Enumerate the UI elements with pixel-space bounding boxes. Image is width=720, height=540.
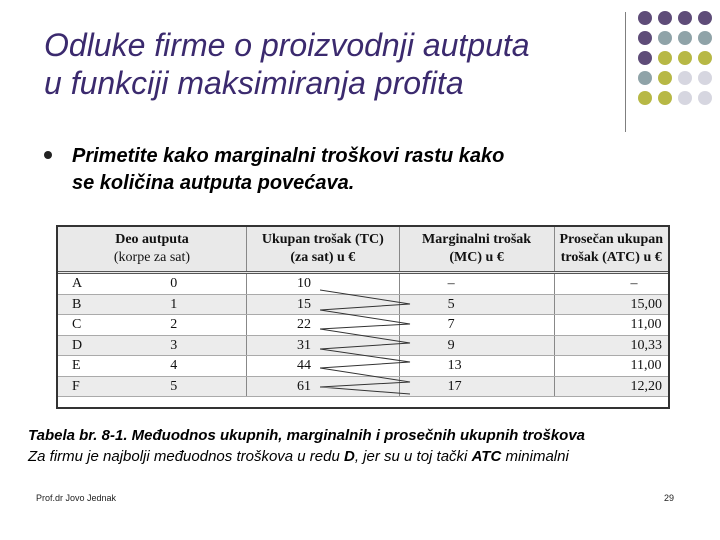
decorative-dot [698, 11, 712, 25]
title-line-2: u funkciji maksimiranja profita [44, 65, 464, 101]
marginal-cost-cell: 7 [399, 315, 554, 336]
header-marginal-cost: Marginalni trošak (MC) u € [399, 227, 554, 273]
decorative-dot [698, 91, 712, 105]
average-cost-cell: 11,00 [554, 315, 668, 336]
total-cost-cell: 10 [246, 273, 399, 295]
decorative-dot [678, 91, 692, 105]
average-cost-cell: 15,00 [554, 294, 668, 315]
bullet-line-1: Primetite kako marginalni troškovi rastu kako [72, 145, 505, 167]
output-cell: 0 [100, 273, 246, 295]
title-line-1: Odluke firme o proizvodnji autputa [44, 27, 530, 63]
average-cost-cell: – [554, 273, 668, 295]
marginal-cost-cell: 9 [399, 335, 554, 356]
total-cost-cell: 31 [246, 335, 399, 356]
decorative-dot [638, 71, 652, 85]
page-number: 29 [664, 493, 675, 503]
output-cell: 5 [100, 376, 246, 397]
header-output: Deo autputa (korpe za sat) [58, 227, 246, 273]
decorative-dot [698, 31, 712, 45]
output-cell: 4 [100, 356, 246, 377]
marginal-cost-cell: 17 [399, 376, 554, 397]
total-cost-cell: 15 [246, 294, 399, 315]
row-label-cell: C [58, 315, 100, 336]
output-cell: 3 [100, 335, 246, 356]
header-average-cost: Prosečan ukupan trošak (ATC) u € [554, 227, 668, 273]
slide-title [44, 26, 624, 102]
decorative-dot [678, 51, 692, 65]
decorative-dot [638, 31, 652, 45]
row-label-cell: A [58, 273, 100, 295]
output-cell: 2 [100, 315, 246, 336]
divider-line [625, 12, 626, 132]
conclusion-note: Za firmu je najbolji međuodnos troškova u redu D, jer su u toj tački ATC minimalni [28, 448, 569, 465]
table-header-row [58, 227, 668, 273]
decorative-dot [638, 91, 652, 105]
total-cost-cell: 44 [246, 356, 399, 377]
average-cost-cell: 12,20 [554, 376, 668, 397]
output-cell: 1 [100, 294, 246, 315]
average-cost-cell: 10,33 [554, 335, 668, 356]
decorative-dot [678, 71, 692, 85]
marginal-cost-cell: 13 [399, 356, 554, 377]
decorative-dot [658, 71, 672, 85]
marginal-cost-cell: 5 [399, 294, 554, 315]
marginal-cost-cell: – [399, 273, 554, 295]
decorative-dot [678, 31, 692, 45]
footer-author: Prof.dr Jovo Jednak [36, 493, 117, 503]
decorative-dot [698, 71, 712, 85]
decorative-dot [658, 11, 672, 25]
marginal-cost-zigzag-lines [320, 286, 440, 398]
total-cost-cell: 22 [246, 315, 399, 336]
row-label-cell: E [58, 356, 100, 377]
decorative-dot [638, 11, 652, 25]
row-label-cell: B [58, 294, 100, 315]
bullet-icon [44, 151, 52, 159]
decorative-dot [658, 91, 672, 105]
decorative-dot [658, 51, 672, 65]
row-label-cell: D [58, 335, 100, 356]
decorative-dot [658, 31, 672, 45]
decorative-dot [678, 11, 692, 25]
row-label-cell: F [58, 376, 100, 397]
average-cost-cell: 11,00 [554, 356, 668, 377]
decorative-dot [698, 51, 712, 65]
header-total-cost: Ukupan trošak (TC) (za sat) u € [246, 227, 399, 273]
decorative-dot [638, 51, 652, 65]
table-caption: Tabela br. 8-1. Međuodnos ukupnih, marginalnih i prosečnih ukupnih troškova [28, 427, 586, 444]
bullet-line-2: se količina autputa povećava. [72, 172, 355, 194]
bullet-text [72, 143, 504, 197]
total-cost-cell: 61 [246, 376, 399, 397]
